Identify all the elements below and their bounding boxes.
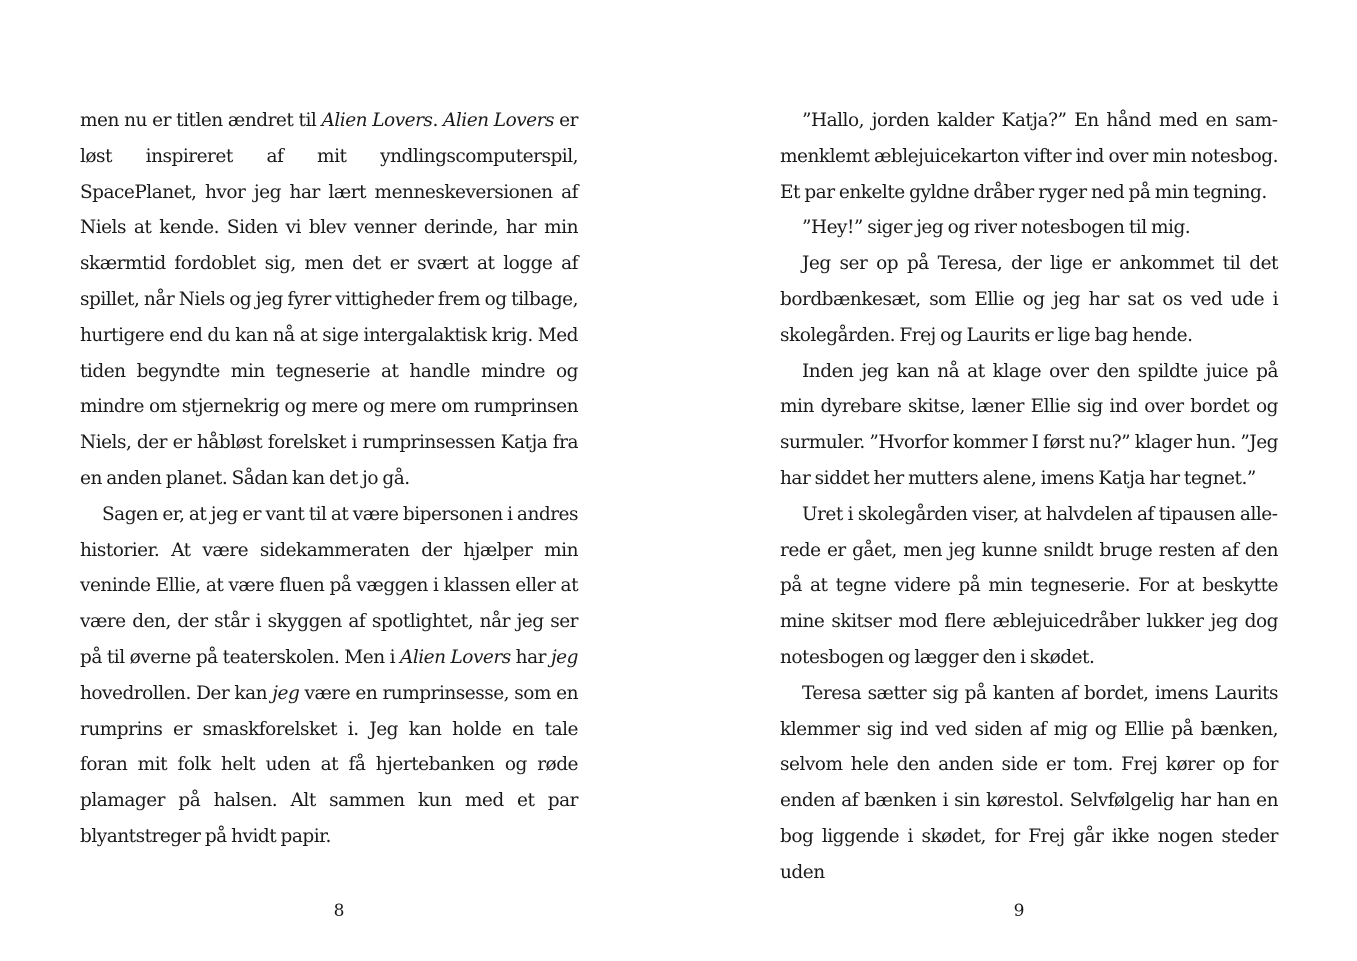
text-segment: ”Hallo, jorden kalder Katja?” En hånd med en sammenklemt æblejuicekarton vifter ind over min notesbog. Et par enkelte gyldne dråber ryger ned på min tegning. (780, 110, 1278, 203)
paragraph (780, 246, 1278, 353)
text-segment: Uret i skolegården viser, at halvdelen af tipausen allerede er gået, men jeg kunne snildt bruge resten af den på at tegne videre på min tegneserie. For at beskytte mine skitser mod flere æblejuicedråber lukker jeg dog notesbogen og lægger den i skødet. (780, 503, 1278, 668)
paragraph (780, 497, 1278, 676)
italic-title: Alien Lovers (443, 110, 554, 131)
text-segment: hovedrollen. Der kan (80, 682, 273, 704)
paragraph (80, 497, 578, 855)
paragraph (780, 676, 1278, 891)
italic-emphasis: jeg (550, 646, 578, 668)
left-page-body (80, 103, 578, 855)
left-page (80, 0, 578, 961)
text-segment: men nu er titlen ændret til (80, 110, 322, 131)
text-segment: har (510, 646, 551, 668)
paragraph (780, 354, 1278, 497)
text-segment: ”Hey!” siger jeg og river notesbogen til mig. (802, 217, 1191, 239)
text-segment: er løst inspireret af mit yndlingscomputerspil, SpacePlanet, hvor jeg har lært menneskeversionen af Niels at kende. Siden vi blev venner derinde, har min skærmtid fordoblet sig, men det er svært at logge af spillet, når Niels og jeg fyrer vittigheder frem og tilbage, hurtigere end du kan nå at sige intergalaktisk krig. Med tiden begyndte min tegneserie at handle mindre og mindre om stjernekrig og mere og mere om rumprinsen Niels, der er håbløst forelsket i rumprinsessen Katja fra en anden planet. Sådan kan det jo gå. (80, 110, 578, 489)
right-page-body (780, 103, 1278, 891)
italic-emphasis: jeg (272, 682, 300, 704)
page-number: 8 (333, 901, 345, 921)
paragraph (780, 210, 1278, 246)
text-segment: være en rumprinsesse, som en rumprins er smaskforelsket i. Jeg kan holde en tale foran mit folk helt uden at få hjertebanken og røde plamager på halsen. Alt sammen kun med et par blyantstreger på hvidt papir. (80, 682, 578, 847)
text-segment: Jeg ser op på Teresa, der lige er ankommet til det bordbænkesæt, som Ellie og jeg har sat os ved ude i skolegården. Frej og Laurits er lige bag hende. (780, 253, 1278, 346)
page-number: 9 (1013, 901, 1025, 921)
paragraph (80, 103, 578, 497)
text-segment: Inden jeg kan nå at klage over den spildte juice på min dyrebare skitse, læner Ellie sig ind over bordet og surmuler. ”Hvorfor kommer I først nu?” klager hun. ”Jeg har siddet her mutters alene, imens Katja har tegnet.” (780, 360, 1278, 489)
right-page (780, 0, 1278, 961)
text-segment: . (432, 110, 444, 131)
paragraph (780, 103, 1278, 210)
text-segment: Sagen er, at jeg er vant til at være bipersonen i andres historier. At være sidekammeraten der hjælper min veninde Ellie, at være fluen på væggen i klassen eller at være den, der står i skyggen af spotlightet, når jeg ser på til øverne på teaterskolen. Men i (80, 503, 578, 668)
italic-title: Alien Lovers (399, 646, 511, 668)
text-segment: Teresa sætter sig på kanten af bordet, imens Laurits klemmer sig ind ved siden af mig og Ellie på bænken, selvom hele den anden side er tom. Frej kører op for enden af bænken i sin kørestol. Selvfølgelig har han en bog liggende i skødet, for Frej går ikke nogen steder uden (780, 682, 1278, 883)
italic-title: Alien Lovers (321, 110, 433, 131)
